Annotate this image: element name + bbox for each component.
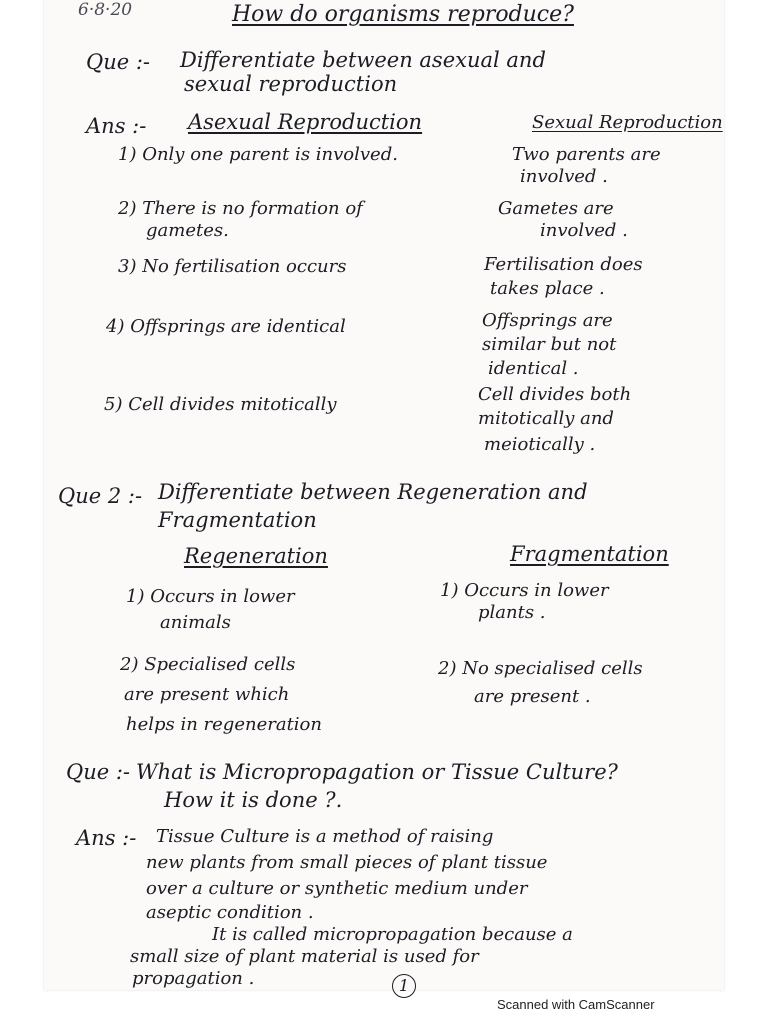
q1-line-2: sexual reproduction: [184, 72, 398, 96]
q1-row-4-right-3: identical .: [488, 358, 579, 379]
q2-col-right-heading: Fragmentation: [510, 542, 669, 566]
q2-row-1-left-1: 1) Occurs in lower: [126, 586, 295, 607]
q3-label: Que :-: [66, 760, 131, 784]
q1-row-4-right-1: Offsprings are: [482, 310, 613, 331]
q1-row-5-right-2: mitotically and: [478, 408, 614, 429]
q3-answer-line-2: new plants from small pieces of plant tissue: [146, 852, 548, 873]
q1-row-3-left: 3) No fertilisation occurs: [118, 256, 347, 277]
q2-label: Que 2 :-: [58, 484, 143, 508]
q1-row-2-left-2: gametes.: [146, 220, 229, 241]
date: 6·8·20: [78, 0, 133, 20]
q3-answer-line-5: It is called micropropagation because a: [212, 924, 573, 945]
q1-row-4-right-2: similar but not: [482, 334, 617, 355]
q1-row-1-left: 1) Only one parent is involved.: [118, 144, 398, 165]
q1-row-4-left: 4) Offsprings are identical: [106, 316, 346, 337]
q1-row-2-right-2: involved .: [540, 220, 628, 241]
q1-col-left-heading: Asexual Reproduction: [188, 110, 423, 134]
q3-line-1: What is Micropropagation or Tissue Culture?: [136, 760, 618, 784]
q2-row-1-left-2: animals: [160, 612, 231, 633]
q3-answer-line-7: propagation .: [132, 968, 255, 989]
q1-row-3-right-2: takes place .: [490, 278, 605, 299]
q1-row-5-left: 5) Cell divides mitotically: [104, 394, 337, 415]
q1-line-1: Differentiate between asexual and: [180, 48, 546, 72]
q3-answer-line-1: Tissue Culture is a method of raising: [156, 826, 494, 847]
q1-row-1-right-1: Two parents are: [512, 144, 661, 165]
q3-answer-line-3: over a culture or synthetic medium under: [146, 878, 528, 899]
q1-row-5-right-3: meiotically .: [484, 434, 596, 455]
q3-ans-label: Ans :-: [76, 826, 137, 850]
q2-line-2: Fragmentation: [158, 508, 317, 532]
page-number: 1: [392, 974, 416, 998]
q1-row-5-right-1: Cell divides both: [478, 384, 632, 405]
q3-answer-line-6: small size of plant material is used for: [130, 946, 479, 967]
q2-line-1: Differentiate between Regeneration and: [158, 480, 588, 504]
q3-answer-line-4: aseptic condition .: [146, 902, 314, 923]
q1-col-right-heading: Sexual Reproduction: [532, 112, 723, 133]
q3-line-2: How it is done ?.: [164, 788, 343, 812]
q1-label: Que :-: [86, 50, 151, 74]
q2-row-2-left-3: helps in regeneration: [126, 714, 322, 735]
q1-row-1-right-2: involved .: [520, 166, 608, 187]
q2-row-2-right-2: are present .: [474, 686, 591, 707]
q2-col-left-heading: Regeneration: [184, 544, 328, 568]
page-title: How do organisms reproduce?: [232, 2, 574, 27]
q2-row-2-left-1: 2) Specialised cells: [120, 654, 296, 675]
q1-row-2-left-1: 2) There is no formation of: [118, 198, 363, 219]
q1-row-2-right-1: Gametes are: [498, 198, 614, 219]
q2-row-2-left-2: are present which: [124, 684, 290, 705]
q2-row-1-right-2: plants .: [478, 602, 546, 623]
scanner-watermark: Scanned with CamScanner: [497, 997, 655, 1012]
q2-row-1-right-1: 1) Occurs in lower: [440, 580, 609, 601]
q1-row-3-right-1: Fertilisation does: [484, 254, 643, 275]
q1-ans-label: Ans :-: [86, 114, 147, 138]
q2-row-2-right-1: 2) No specialised cells: [438, 658, 643, 679]
